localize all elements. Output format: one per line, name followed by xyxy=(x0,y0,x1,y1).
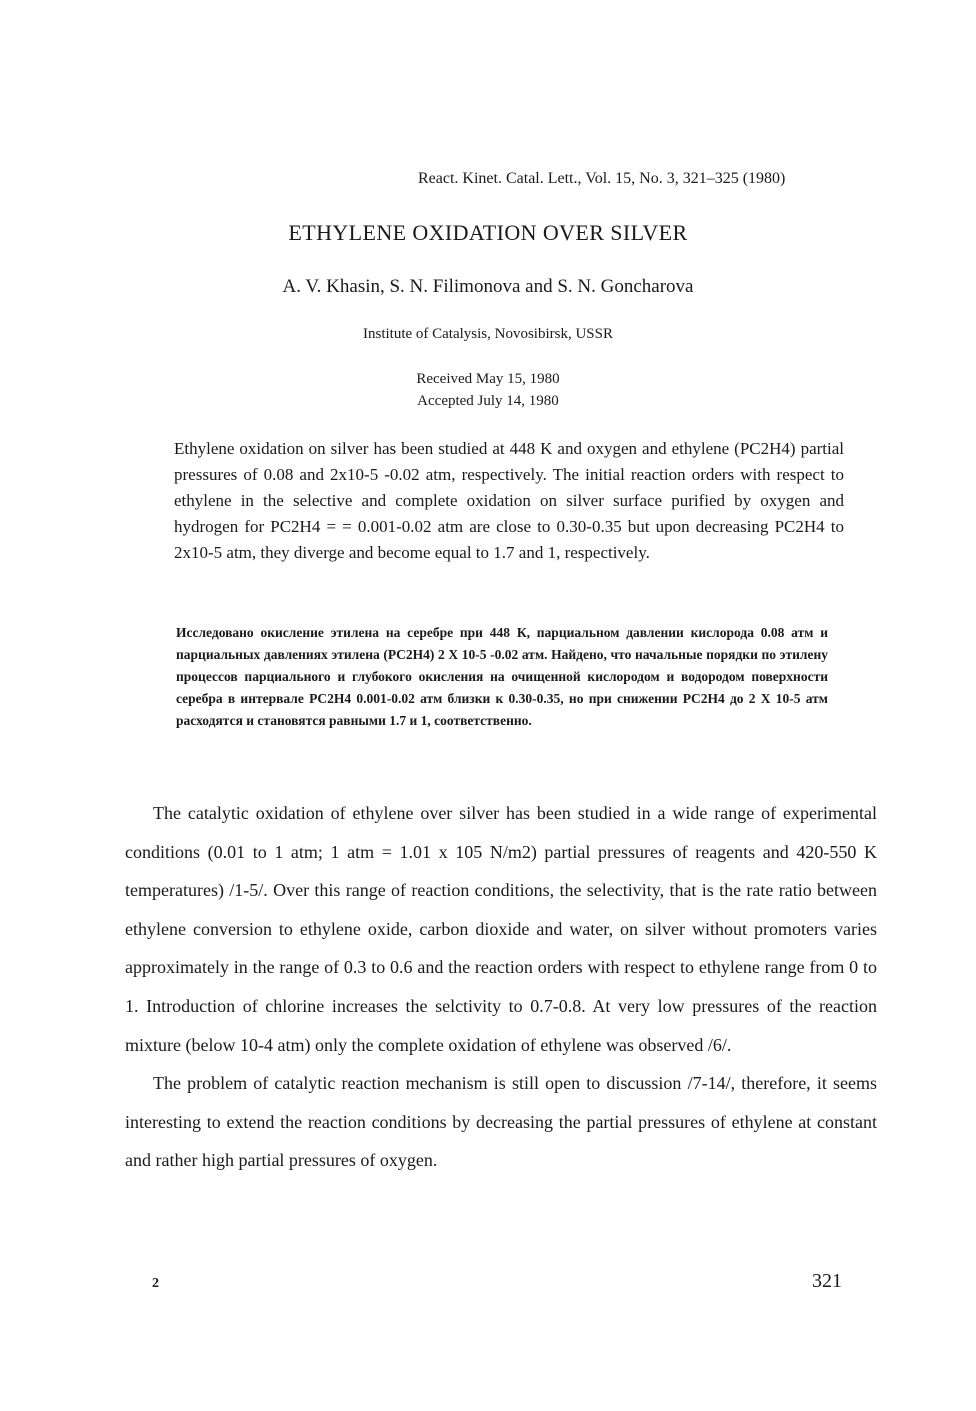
paragraph-2 xyxy=(125,1064,877,1180)
institution: Institute of Catalysis, Novosibirsk, USSR xyxy=(362,326,613,342)
abstract-russian: Исследовано окисление этилена на серебре при 448 К, парциальном давлении кислорода 0.08 атм и парциальных давлениях этилена (PC2H4) 2 X 10-5 -0.02 атм. Найдено, что начальные порядки по этилену процессов парциального и глубокого окисления на очищенной кислородом и водородом поверхности серебра в интервале PC2H4 0.001-0.02 атм близки к 0.30-0.35, но при снижении PC2H4 до 2 X 10-5 атм расходятся и становятся равными 1.7 и 1, соответственно. xyxy=(176,625,828,728)
paragraph-2-text: The problem of catalytic reaction mechanism is still open to discussion /7-14/, therefore, it seems interesting to extend the reaction conditions by decreasing the partial pressures of ethylene at constant and rather high partial pressures of oxygen. xyxy=(125,1073,877,1171)
signature-mark: 2 xyxy=(152,1276,159,1291)
author-list: A. V. Khasin, S. N. Filimonova and S. N. Goncharova xyxy=(282,276,694,297)
body-text xyxy=(125,794,877,1180)
paragraph-1-text: The catalytic oxidation of ethylene over silver has been studied in a wide range of experimental conditions (0.01 to 1 atm; 1 atm = 1.01 x 105 N/m2) partial pressures of reagents and 420-550 K temperatures) /1-5/. Over this range of reaction conditions, the selectivity, that is the rate ratio between ethylene conversion to ethylene oxide, carbon dioxide and water, on silver without promoters varies approximately in the range of 0.3 to 0.6 and the reaction orders with respect to ethylene range from 0 to 1. Introduction of chlorine increases the selctivity to 0.7-0.8. At very low pressures of the reaction mixture (below 10-4 atm) only the complete oxidation of ethylene was observed /6/. xyxy=(125,803,877,1055)
paragraph-1 xyxy=(125,794,877,1064)
page-number: 321 xyxy=(812,1270,842,1292)
abstract-english: Ethylene oxidation on silver has been studied at 448 K and oxygen and ethylene (PC2H4) partial pressures of 0.08 and 2x10-5 -0.02 atm, respectively. The initial reaction orders with respect to ethylene in the selective and complete oxidation on silver surface purified by oxygen and hydrogen for PC2H4 = = 0.001-0.02 atm are close to 0.30-0.35 but upon decreasing PC2H4 to 2x10-5 atm, they diverge and become equal to 1.7 and 1, respectively. xyxy=(174,439,844,562)
article-title: ETHYLENE OXIDATION OVER SILVER xyxy=(288,220,688,245)
accepted-date: Accepted July 14, 1980 xyxy=(417,393,559,409)
journal-reference: React. Kinet. Catal. Lett., Vol. 15, No. 3, 321–325 (1980) xyxy=(418,170,786,187)
received-date: Received May 15, 1980 xyxy=(416,371,560,387)
submission-dates xyxy=(0,368,976,412)
